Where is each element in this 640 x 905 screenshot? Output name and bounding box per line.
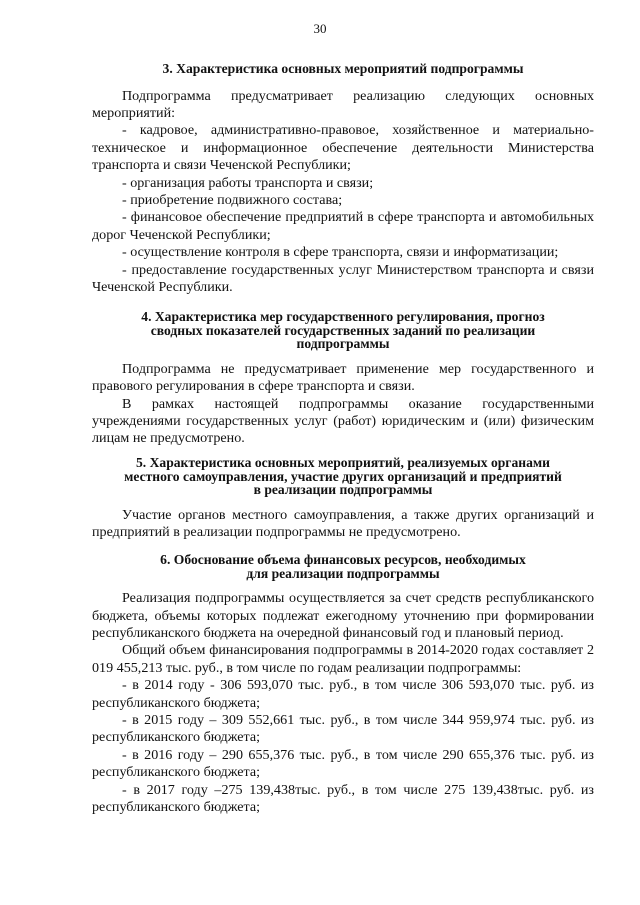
list-item: - в 2016 году – 290 655,376 тыс. руб., в том числе 290 655,376 тыс. руб. из республиканского бюджета; bbox=[92, 746, 594, 781]
section-5 bbox=[92, 456, 594, 542]
list-item: - организация работы транспорта и связи; bbox=[122, 174, 374, 191]
section-4-paragraph: В рамках настоящей подпрограммы оказание государственными учреждениями государственных услуг (работ) юридическим и (или) физическим лицам не предусмотрено. bbox=[92, 395, 594, 447]
list-item: - в 2015 году – 309 552,661 тыс. руб., в том числе 344 959,974 тыс. руб. из республиканского бюджета; bbox=[92, 712, 594, 746]
list-item: - финансовое обеспечение предприятий в сфере транспорта и автомобильных дорог Чеченской Республики; bbox=[92, 209, 594, 243]
section-5-heading-line3: в реализации подпрограммы bbox=[253, 482, 433, 498]
section-3-heading: 3. Характеристика основных мероприятий подпрограммы bbox=[162, 61, 524, 76]
section-4-heading-line1: 4. Характеристика мер государственного регулирования, прогноз bbox=[141, 309, 545, 324]
section-5-heading-line2: местного самоуправления, участие других организаций и предприятий bbox=[124, 468, 562, 484]
list-item: - в 2014 году - 306 593,070 тыс. руб., в том числе 306 593,070 тыс. руб. из республиканского бюджета; bbox=[92, 677, 594, 711]
list-item: - в 2017 году –275 139,438тыс. руб., в том числе 275 139,438тыс. руб. из республиканского бюджета; bbox=[92, 781, 594, 816]
section-3-intro: Подпрограмма предусматривает реализацию следующих основных мероприятий: bbox=[92, 87, 594, 121]
section-4 bbox=[92, 310, 594, 448]
section-6-paragraph: Реализация подпрограммы осуществляется за счет средств республиканского бюджета, объемы которых подлежат ежегодному уточнению при формировании республиканского бюджета на очередной финансовый год и плановый период. bbox=[92, 590, 594, 641]
list-item: - осуществление контроля в сфере транспорта, связи и информатизации; bbox=[122, 244, 559, 261]
section-6 bbox=[92, 553, 594, 816]
page-number: 30 bbox=[313, 21, 327, 36]
section-5-paragraph: Участие органов местного самоуправления, а также других организаций и предприятий в реализации подпрограммы не предусмотрено. bbox=[92, 506, 594, 541]
section-4-heading-line3: подпрограммы bbox=[296, 336, 390, 352]
list-item: - приобретение подвижного состава; bbox=[122, 192, 343, 209]
list-item: - кадровое, административно-правовое, хозяйственное и материально-техническое и информационное обеспечение деятельности Министерства транспорта и связи Чеченской Республики; bbox=[92, 122, 594, 174]
section-6-heading-line2: для реализации подпрограммы bbox=[246, 565, 440, 581]
section-3 bbox=[92, 62, 594, 296]
section-4-heading-line2: сводных показателей государственных заданий по реализации bbox=[150, 322, 536, 338]
section-6-heading-line1: 6. Обоснование объема финансовых ресурсов, необходимых bbox=[160, 552, 526, 567]
section-6-paragraph: Общий объем финансирования подпрограммы в 2014-2020 годах составляет 2 019 455,213 тыс. руб., в том числе по годам реализации подпрограммы: bbox=[92, 642, 594, 676]
list-item: - предоставление государственных услуг Министерством транспорта и связи Чеченской Республики. bbox=[92, 261, 594, 296]
section-4-paragraph: Подпрограмма не предусматривает применение мер государственного и правового регулирования в сфере транспорта и связи. bbox=[92, 360, 594, 395]
section-5-heading-line1: 5. Характеристика основных мероприятий, реализуемых органами bbox=[135, 455, 550, 470]
